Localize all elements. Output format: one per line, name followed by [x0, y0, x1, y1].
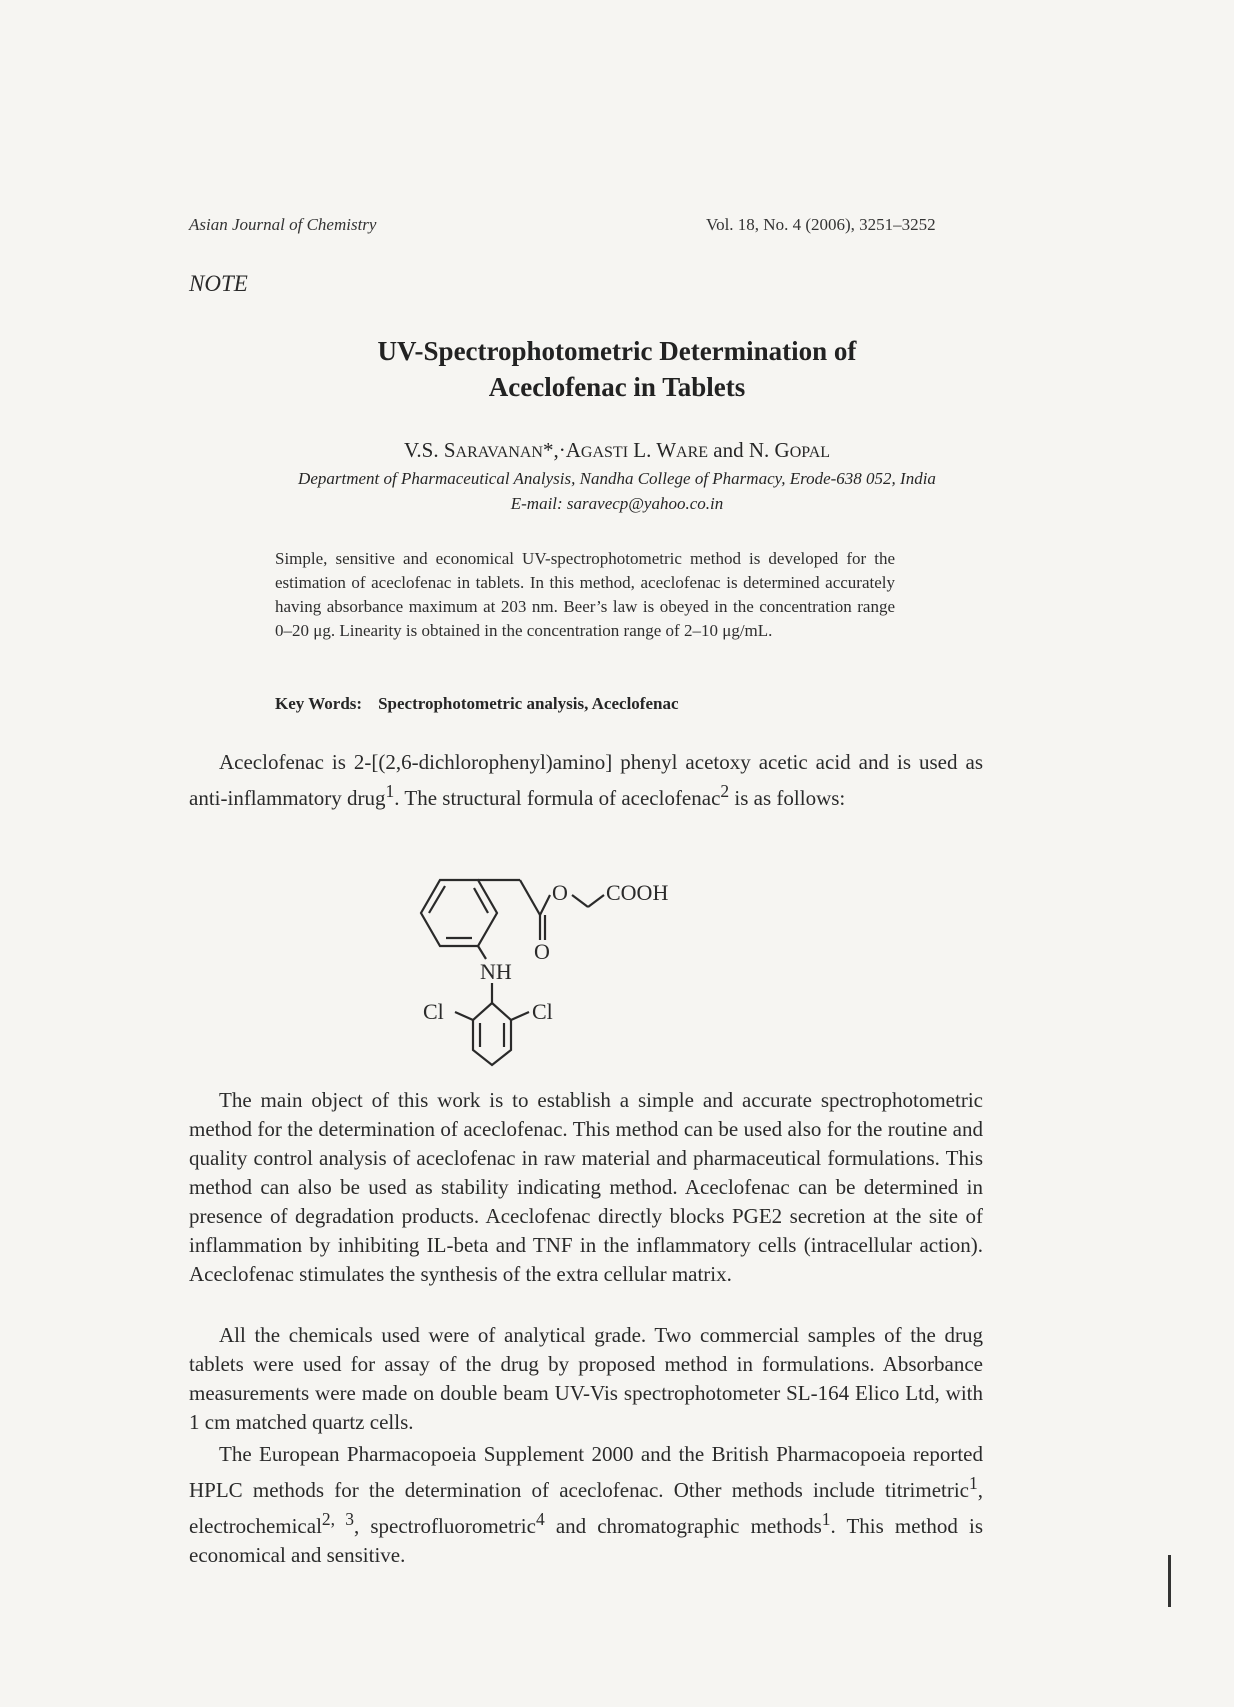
affiliation: Department of Pharmaceutical Analysis, Nandha College of Pharmacy, Erode-638 052, India [298, 469, 936, 488]
paper-title-line-1: UV-Spectrophotometric Determination of [377, 336, 857, 366]
abstract-text: Simple, sensitive and economical UV-spectrophotometric method is developed for the estimation of aceclofenac in tablets. In this method, aceclofenac is determined accurately having absorbance maximum at 203 nm. Beer’s law is obeyed in the concentration range 0–20 μg. Linearity is obtained in the concentration range of 2–10 μg/mL. [275, 549, 895, 640]
volume-info: Vol. 18, No. 4 (2006), 3251–3252 [706, 215, 936, 234]
lower-benzene-ring [473, 1003, 511, 1065]
cl-right-label: Cl [532, 999, 553, 1024]
citation-titrimetric: 1 [969, 1473, 978, 1493]
aceclofenac-structure [400, 855, 770, 1065]
cooh-label: COOH [606, 880, 669, 905]
paragraph-1-text: The main object of this work is to establish a simple and accurate spectrophotometric method for the determination of aceclofenac. This method can be used also for the routine and quality control analysis of aceclofenac in raw material and pharmaceutical formulations. This method can also be used as stability indicating method. Aceclofenac can be determined in presence of degradation products. Aceclofenac directly blocks PGE2 secretion at the site of inflammation by inhibiting IL-beta and TNF in the inflammatory cells (intracellular action). Aceclofenac stimulates the synthesis of the extra cellular matrix. [189, 1088, 983, 1286]
intro-paragraph [189, 748, 983, 813]
paragraph-3-text-b: , electrochemical [189, 1478, 983, 1538]
author-3-surname: OPAL [789, 444, 831, 461]
author-2-name: GASTI [580, 444, 629, 461]
ester-oxygen-label: O [552, 880, 568, 905]
journal-name: Asian Journal of Chemistry [189, 215, 377, 234]
citation-spectrofluorometric: 4 [535, 1509, 545, 1529]
author-2-middle: L. W [628, 438, 677, 462]
nh-label: NH [480, 959, 512, 984]
author-1-initials: V.S. S [403, 438, 456, 462]
paragraph-3-text-d: and chromatographic methods [544, 1514, 822, 1538]
intro-text-2: . The structural formula of aceclofenac [394, 786, 721, 810]
paragraph-3-text-e: . This method is economical and sensitive. [189, 1514, 983, 1567]
author-2-surname: ARE [676, 444, 709, 461]
author-3-initials: and N. G [708, 438, 790, 462]
keywords-label: Key Words: [275, 694, 363, 713]
ester-bond [540, 895, 550, 915]
paper-title-line-2: Aceclofenac in Tablets [488, 372, 746, 402]
body-paragraph-3 [189, 1440, 983, 1570]
upper-benzene-ring [421, 880, 497, 946]
citation-electrochemical: 2, 3 [321, 1509, 355, 1529]
abstract [275, 547, 895, 643]
carbonyl-bond [520, 880, 540, 915]
paragraph-3-text-c: , spectrofluorometric [354, 1514, 536, 1538]
intro-text-3: is as follows: [729, 786, 846, 810]
author-separator: *,· [542, 438, 566, 462]
citation-2: 2 [720, 781, 730, 801]
email: E-mail: saravecp@yahoo.co.in [510, 494, 724, 513]
citation-chromatographic: 1 [821, 1509, 831, 1529]
keywords [275, 694, 679, 714]
cl-left-bond [455, 1012, 473, 1020]
och2-bond [572, 895, 588, 907]
body-paragraph-1 [189, 1086, 983, 1289]
author-2-initial: A [565, 438, 581, 462]
ch2-cooh-bond [588, 895, 604, 907]
ring-nh-bond [478, 946, 486, 959]
keywords-value: Spectrophotometric analysis, Aceclofenac [378, 694, 679, 713]
citation-1: 1 [385, 781, 395, 801]
structural-formula [400, 855, 770, 1065]
ring-double-bond-1 [429, 886, 445, 913]
scan-edge-mark [1168, 1555, 1171, 1607]
paragraph-3-text-a: The European Pharmacopoeia Supplement 2000 and the British Pharmacopoeia reported HPLC methods for the determination of aceclofenac. Other methods include titrimetric [189, 1442, 983, 1502]
author-list [0, 438, 1234, 463]
intro-text-1: Aceclofenac is 2-[(2,6-dichlorophenyl)amino] phenyl acetoxy acetic acid and is used as anti-inflammatory drug [189, 750, 983, 810]
section-label: NOTE [189, 271, 248, 296]
cl-right-bond [511, 1012, 529, 1020]
author-1-surname: ARAVANAN [455, 444, 543, 461]
carbonyl-oxygen-label: O [534, 939, 550, 964]
body-paragraph-2 [189, 1321, 983, 1437]
paragraph-2-text: All the chemicals used were of analytical grade. Two commercial samples of the drug tablets were used for assay of the drug by proposed method in formulations. Absorbance measurements were made on double beam UV-Vis spectrophotometer SL-164 Elico Ltd, with 1 cm matched quartz cells. [189, 1323, 983, 1434]
cl-left-label: Cl [423, 999, 444, 1024]
